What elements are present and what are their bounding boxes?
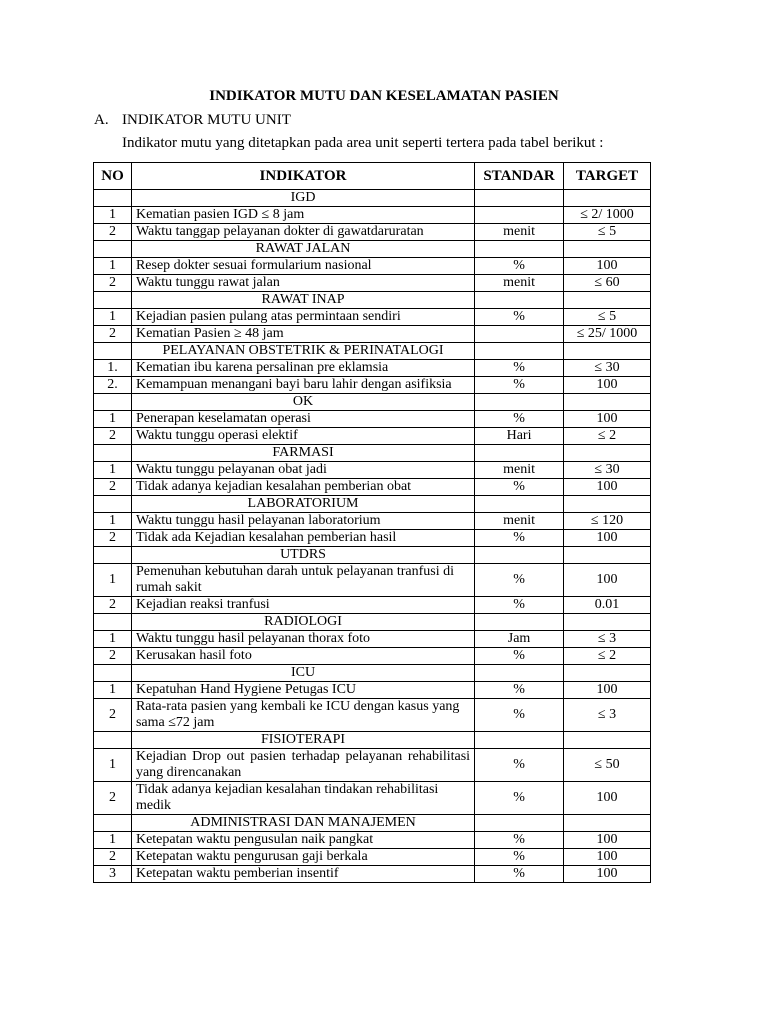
group-standar-cell [475, 815, 564, 832]
row-indikator: Pemenuhan kebutuhan darah untuk pelayanan tranfusi di rumah sakit [131, 564, 474, 597]
row-standar: % [475, 782, 564, 815]
row-standar: % [475, 597, 564, 614]
table-body [94, 190, 651, 883]
group-row [94, 292, 651, 309]
row-indikator: Ketepatan waktu pengusulan naik pangkat [131, 832, 474, 849]
row-number: 1 [94, 309, 132, 326]
group-row [94, 496, 651, 513]
header-no: NO [94, 163, 132, 190]
row-target: ≤ 30 [564, 462, 651, 479]
row-standar: % [475, 682, 564, 699]
row-indikator: Rata-rata pasien yang kembali ke ICU dengan kasus yang sama ≤72 jam [131, 699, 474, 732]
group-name: ICU [131, 665, 474, 682]
row-target: ≤ 5 [564, 224, 651, 241]
group-no-cell [94, 445, 132, 462]
group-standar-cell [475, 496, 564, 513]
row-number: 1 [94, 411, 132, 428]
group-row [94, 614, 651, 631]
row-standar: % [475, 377, 564, 394]
row-standar: % [475, 866, 564, 883]
row-target: 100 [564, 866, 651, 883]
table-row [94, 782, 651, 815]
row-indikator: Kepatuhan Hand Hygiene Petugas ICU [131, 682, 474, 699]
table-row [94, 682, 651, 699]
group-target-cell [564, 445, 651, 462]
header-indikator: INDIKATOR [131, 163, 474, 190]
row-target: ≤ 120 [564, 513, 651, 530]
row-indikator: Waktu tunggu hasil pelayanan thorax foto [131, 631, 474, 648]
group-target-cell [564, 292, 651, 309]
group-no-cell [94, 815, 132, 832]
row-target: ≤ 5 [564, 309, 651, 326]
row-target: ≤ 3 [564, 631, 651, 648]
table-row [94, 428, 651, 445]
row-indikator: Kejadian pasien pulang atas permintaan sendiri [131, 309, 474, 326]
row-target: 100 [564, 411, 651, 428]
group-name: FARMASI [131, 445, 474, 462]
group-name: PELAYANAN OBSTETRIK & PERINATALOGI [131, 343, 474, 360]
table-row [94, 377, 651, 394]
table-row [94, 749, 651, 782]
table-row [94, 258, 651, 275]
table-header-row [94, 163, 651, 190]
row-standar: % [475, 564, 564, 597]
row-target: 100 [564, 258, 651, 275]
group-standar-cell [475, 665, 564, 682]
group-no-cell [94, 394, 132, 411]
group-no-cell [94, 547, 132, 564]
group-name: RADIOLOGI [131, 614, 474, 631]
row-indikator: Waktu tanggap pelayanan dokter di gawatdaruratan [131, 224, 474, 241]
row-standar: menit [475, 224, 564, 241]
group-standar-cell [475, 343, 564, 360]
row-indikator: Resep dokter sesuai formularium nasional [131, 258, 474, 275]
row-number: 1 [94, 513, 132, 530]
row-number: 2 [94, 699, 132, 732]
group-standar-cell [475, 394, 564, 411]
table-row [94, 699, 651, 732]
table-row [94, 479, 651, 496]
header-standar: STANDAR [475, 163, 564, 190]
row-target: 100 [564, 849, 651, 866]
group-name: RAWAT JALAN [131, 241, 474, 258]
row-target: 100 [564, 530, 651, 547]
row-number: 1 [94, 207, 132, 224]
row-indikator: Waktu tunggu operasi elektif [131, 428, 474, 445]
table-row [94, 275, 651, 292]
row-number: 1 [94, 631, 132, 648]
group-standar-cell [475, 614, 564, 631]
group-name: RAWAT INAP [131, 292, 474, 309]
section-heading [94, 112, 291, 129]
group-name: ADMINISTRASI DAN MANAJEMEN [131, 815, 474, 832]
row-target: 100 [564, 564, 651, 597]
row-target: 100 [564, 782, 651, 815]
section-letter: A. [94, 112, 109, 128]
row-number: 1. [94, 360, 132, 377]
table-row [94, 462, 651, 479]
table-row [94, 832, 651, 849]
row-indikator: Kerusakan hasil foto [131, 648, 474, 665]
row-standar: menit [475, 513, 564, 530]
row-number: 2 [94, 428, 132, 445]
table-row [94, 360, 651, 377]
group-row [94, 241, 651, 258]
row-standar: menit [475, 462, 564, 479]
row-target: 0.01 [564, 597, 651, 614]
row-target: 100 [564, 832, 651, 849]
row-indikator: Kejadian Drop out pasien terhadap pelayanan rehabilitasi yang direncanakan [131, 749, 474, 782]
group-no-cell [94, 241, 132, 258]
indicator-table [93, 162, 651, 883]
group-standar-cell [475, 732, 564, 749]
table-row [94, 866, 651, 883]
table-row [94, 648, 651, 665]
group-standar-cell [475, 292, 564, 309]
group-no-cell [94, 665, 132, 682]
row-number: 2 [94, 782, 132, 815]
row-standar: % [475, 530, 564, 547]
row-number: 1 [94, 564, 132, 597]
row-standar: % [475, 699, 564, 732]
row-number: 1 [94, 749, 132, 782]
row-indikator: Kematian ibu karena persalinan pre eklamsia [131, 360, 474, 377]
row-target: 100 [564, 377, 651, 394]
row-target: ≤ 3 [564, 699, 651, 732]
row-number: 2. [94, 377, 132, 394]
row-standar: % [475, 749, 564, 782]
row-number: 2 [94, 648, 132, 665]
row-standar: Hari [475, 428, 564, 445]
row-number: 3 [94, 866, 132, 883]
group-name: IGD [131, 190, 474, 207]
row-standar: menit [475, 275, 564, 292]
group-row [94, 732, 651, 749]
table-row [94, 309, 651, 326]
table-row [94, 224, 651, 241]
row-target: ≤ 50 [564, 749, 651, 782]
group-target-cell [564, 394, 651, 411]
group-standar-cell [475, 445, 564, 462]
table-row [94, 411, 651, 428]
table-row [94, 849, 651, 866]
group-target-cell [564, 190, 651, 207]
group-no-cell [94, 614, 132, 631]
row-standar: % [475, 849, 564, 866]
group-row [94, 547, 651, 564]
group-target-cell [564, 815, 651, 832]
row-number: 2 [94, 224, 132, 241]
row-number: 1 [94, 462, 132, 479]
group-target-cell [564, 241, 651, 258]
row-number: 2 [94, 530, 132, 547]
row-indikator: Waktu tunggu pelayanan obat jadi [131, 462, 474, 479]
row-target: ≤ 30 [564, 360, 651, 377]
group-target-cell [564, 496, 651, 513]
row-target: ≤ 2 [564, 428, 651, 445]
row-indikator: Tidak adanya kejadian kesalahan pemberian obat [131, 479, 474, 496]
group-no-cell [94, 190, 132, 207]
row-indikator: Ketepatan waktu pemberian insentif [131, 866, 474, 883]
row-indikator: Kematian Pasien ≥ 48 jam [131, 326, 474, 343]
row-target: 100 [564, 682, 651, 699]
row-standar: % [475, 360, 564, 377]
group-row [94, 190, 651, 207]
row-standar: % [475, 309, 564, 326]
row-standar [475, 207, 564, 224]
row-standar: % [475, 411, 564, 428]
group-row [94, 665, 651, 682]
page-title: INDIKATOR MUTU DAN KESELAMATAN PASIEN [209, 88, 559, 104]
row-number: 1 [94, 258, 132, 275]
table-row [94, 326, 651, 343]
row-indikator: Kematian pasien IGD ≤ 8 jam [131, 207, 474, 224]
row-standar [475, 326, 564, 343]
row-indikator: Penerapan keselamatan operasi [131, 411, 474, 428]
row-indikator: Ketepatan waktu pengurusan gaji berkala [131, 849, 474, 866]
table-row [94, 207, 651, 224]
row-target: ≤ 25/ 1000 [564, 326, 651, 343]
group-no-cell [94, 292, 132, 309]
row-standar: % [475, 832, 564, 849]
group-row [94, 394, 651, 411]
table-row [94, 564, 651, 597]
row-indikator: Waktu tunggu rawat jalan [131, 275, 474, 292]
group-row [94, 815, 651, 832]
row-indikator: Tidak adanya kejadian kesalahan tindakan rehabilitasi medik [131, 782, 474, 815]
row-standar: % [475, 479, 564, 496]
row-indikator: Kejadian reaksi tranfusi [131, 597, 474, 614]
row-number: 1 [94, 832, 132, 849]
group-target-cell [564, 614, 651, 631]
intro-paragraph: Indikator mutu yang ditetapkan pada area unit seperti tertera pada tabel berikut : [122, 135, 604, 151]
row-target: ≤ 2/ 1000 [564, 207, 651, 224]
group-row [94, 343, 651, 360]
group-target-cell [564, 343, 651, 360]
table-row [94, 631, 651, 648]
section-title: INDIKATOR MUTU UNIT [122, 112, 291, 128]
group-target-cell [564, 547, 651, 564]
group-name: OK [131, 394, 474, 411]
row-standar: Jam [475, 631, 564, 648]
group-target-cell [564, 732, 651, 749]
row-number: 2 [94, 326, 132, 343]
group-name: FISIOTERAPI [131, 732, 474, 749]
group-standar-cell [475, 190, 564, 207]
row-target: 100 [564, 479, 651, 496]
group-no-cell [94, 496, 132, 513]
row-target: ≤ 2 [564, 648, 651, 665]
row-indikator: Waktu tunggu hasil pelayanan laboratorium [131, 513, 474, 530]
row-target: ≤ 60 [564, 275, 651, 292]
group-target-cell [564, 665, 651, 682]
group-standar-cell [475, 547, 564, 564]
row-indikator: Tidak ada Kejadian kesalahan pemberian hasil [131, 530, 474, 547]
row-number: 2 [94, 275, 132, 292]
table-row [94, 530, 651, 547]
group-name: LABORATORIUM [131, 496, 474, 513]
row-number: 1 [94, 682, 132, 699]
group-no-cell [94, 732, 132, 749]
row-standar: % [475, 648, 564, 665]
group-standar-cell [475, 241, 564, 258]
row-number: 2 [94, 849, 132, 866]
row-number: 2 [94, 597, 132, 614]
group-no-cell [94, 343, 132, 360]
table-row [94, 597, 651, 614]
header-target: TARGET [564, 163, 651, 190]
group-row [94, 445, 651, 462]
row-number: 2 [94, 479, 132, 496]
row-standar: % [475, 258, 564, 275]
group-name: UTDRS [131, 547, 474, 564]
row-indikator: Kemampuan menangani bayi baru lahir dengan asifiksia [131, 377, 474, 394]
table-row [94, 513, 651, 530]
